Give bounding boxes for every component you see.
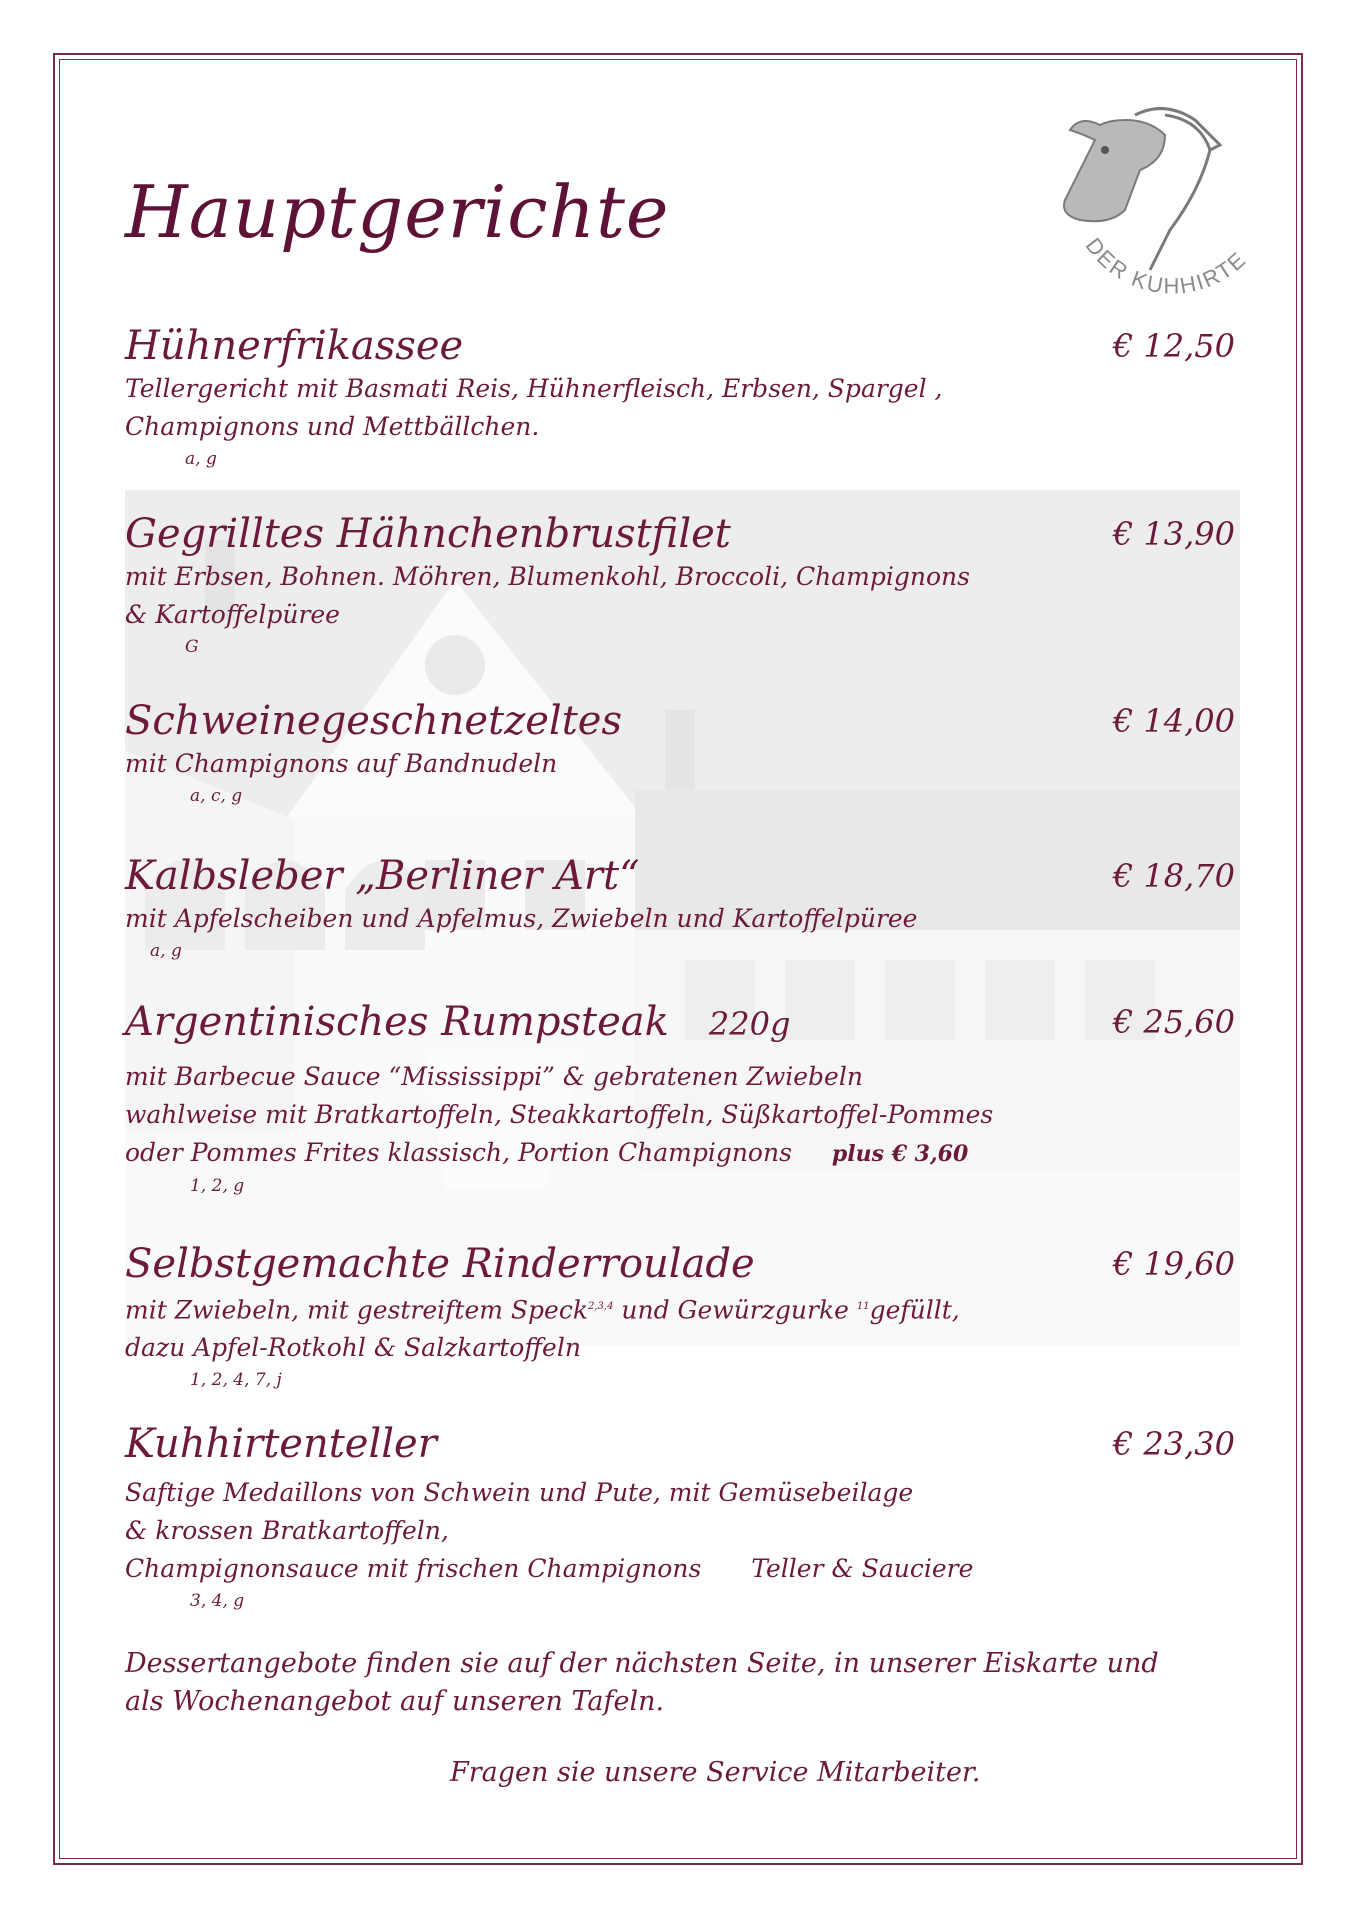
item-allergens: a, g xyxy=(150,941,182,961)
dessert-note-line: Dessertangebote finden sie auf der nächsten Seite, in unserer Eiskarte und xyxy=(125,1648,1159,1679)
item-description-row xyxy=(125,1550,1235,1588)
der-kuhhirte-logo xyxy=(1045,95,1275,325)
item-description-row xyxy=(125,1134,1235,1173)
menu-item xyxy=(125,510,1235,660)
item-description: Champignons und Mettbällchen. xyxy=(125,412,540,441)
menu-item xyxy=(125,998,1235,1199)
footnote-marker: 11 xyxy=(856,1301,870,1312)
item-description: gefüllt, xyxy=(869,1295,960,1325)
item-description: mit Zwiebeln, mit gestreiftem Speck xyxy=(125,1295,588,1325)
item-name: Kalbsleber „Berliner Art“ xyxy=(125,853,640,899)
dessert-note xyxy=(125,1645,1235,1721)
item-description: mit Erbsen, Bohnen. Möhren, Blumenkohl, Broccoli, Champignons xyxy=(125,562,970,591)
item-price: € 23,30 xyxy=(1112,1425,1235,1463)
item-allergens: G xyxy=(185,637,199,657)
menu-item xyxy=(125,697,1235,809)
item-allergens: a, c, g xyxy=(190,786,243,806)
item-name: Selbstgemachte Rinderroulade xyxy=(125,1241,755,1287)
item-name: Argentinisches Rumpsteak xyxy=(125,999,669,1045)
item-name-row xyxy=(125,998,1235,1048)
menu-item xyxy=(125,1240,1235,1393)
item-description: & Kartoffelpüree xyxy=(125,600,340,629)
item-price: € 25,60 xyxy=(1112,1003,1235,1041)
logo-text: DER KUHHIRTE xyxy=(1080,233,1252,299)
item-description: & krossen Bratkartoffeln, xyxy=(125,1516,449,1545)
menu-item xyxy=(125,852,1235,964)
item-allergens: 1, 2, g xyxy=(190,1176,245,1196)
service-note: Fragen sie unsere Service Mitarbeiter. xyxy=(450,1757,981,1788)
item-description: Tellergericht mit Basmati Reis, Hühnerfleisch, Erbsen, Spargel , xyxy=(125,374,943,403)
page-title: Hauptgerichte xyxy=(125,170,670,254)
item-name: Gegrilltes Hähnchenbrustfilet xyxy=(125,511,731,557)
item-name: Hühnerfrikassee xyxy=(125,323,464,369)
item-description: mit Barbecue Sauce “Mississippi” & gebratenen Zwiebeln xyxy=(125,1062,863,1091)
item-description: oder Pommes Frites klassisch, Portion Champignons xyxy=(125,1138,792,1167)
item-price: € 13,90 xyxy=(1112,515,1235,553)
item-allergens: a, g xyxy=(185,449,217,469)
item-name: Kuhhirtenteller xyxy=(125,1421,437,1467)
item-price: € 18,70 xyxy=(1112,857,1235,895)
item-allergens: 3, 4, g xyxy=(190,1591,245,1611)
item-description: wahlweise mit Bratkartoffeln, Steakkartoffeln, Süßkartoffel-Pommes xyxy=(125,1100,994,1129)
item-extra-price: plus € 3,60 xyxy=(831,1141,969,1167)
item-description: Saftige Medaillons von Schwein und Pute, mit Gemüsebeilage xyxy=(125,1478,914,1507)
menu-item xyxy=(125,1420,1235,1614)
footnote-marker: 2,3,4 xyxy=(587,1301,614,1312)
item-description: und Gewürzgurke xyxy=(613,1295,857,1325)
menu-item xyxy=(125,322,1235,472)
item-name: Schweinegeschnetzeltes xyxy=(125,698,622,744)
item-price: € 12,50 xyxy=(1112,327,1235,365)
item-weight: 220g xyxy=(708,1005,791,1043)
item-description-row xyxy=(125,1288,1235,1329)
item-allergens: 1, 2, 4, 7, j xyxy=(190,1370,282,1391)
item-description: mit Champignons auf Bandnudeln xyxy=(125,749,558,778)
item-price: € 14,00 xyxy=(1112,702,1235,740)
item-price: € 19,60 xyxy=(1112,1245,1235,1283)
item-serving-note: Teller & Sauciere xyxy=(751,1554,974,1583)
item-description: dazu Apfel-Rotkohl & Salzkartoffeln xyxy=(125,1333,581,1363)
item-description: Champignonsauce mit frischen Champignons xyxy=(125,1554,702,1583)
dessert-note-line: als Wochenangebot auf unseren Tafeln. xyxy=(125,1686,665,1717)
item-description: mit Apfelscheiben und Apfelmus, Zwiebeln und Kartoffelpüree xyxy=(125,904,918,933)
